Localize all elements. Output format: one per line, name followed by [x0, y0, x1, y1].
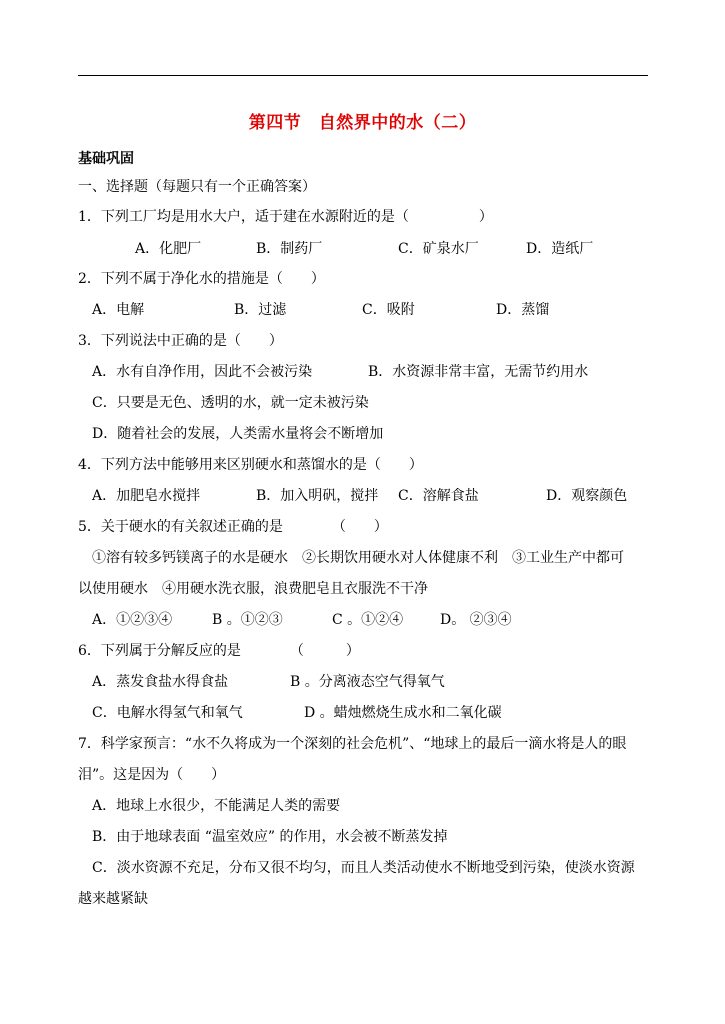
q7-option-c-line2: 越来越紧缺 — [78, 891, 148, 907]
question-3-stem: 3．下列说法中正确的是（ ） — [78, 333, 283, 349]
part-heading: 一、选择题（每题只有一个正确答案） — [78, 179, 316, 195]
q2-option-a: A．电解 — [92, 302, 145, 318]
q5-statements-line2: 以使用硬水 ④用硬水洗衣服，浪费肥皂且衣服洗不干净 — [78, 581, 428, 597]
q5-option-a: A．①②③④ — [92, 612, 173, 628]
q2-option-b: B．过滤 — [234, 302, 287, 318]
section-heading: 基础巩固 — [78, 151, 134, 167]
q5-option-c: C 。①②④ — [332, 612, 404, 628]
q7-option-c: C．淡水资源不充足，分布又很不均匀，而且人类活动使水不断地受到污染，使淡水资源 — [92, 860, 635, 876]
page-title: 第四节 自然界中的水（二） — [248, 113, 477, 133]
q4-option-d: D．观察颜色 — [546, 488, 628, 504]
q7-option-a: A．地球上水很少，不能满足人类的需要 — [92, 798, 341, 814]
q6-option-c: C．电解水得氢气和氧气 — [92, 705, 243, 721]
question-2-stem: 2．下列不属于净化水的措施是（ ） — [78, 271, 325, 287]
question-7-stem-line2: 泪”。这是因为（ ） — [78, 767, 226, 783]
q5-option-b: B 。①②③ — [212, 612, 283, 628]
q3-option-b: B．水资源非常丰富，无需节约用水 — [368, 364, 589, 380]
q2-option-c: C．吸附 — [362, 302, 415, 318]
question-6-stem: 6．下列属于分解反应的是 （ ） — [78, 643, 360, 659]
q6-option-a: A．蒸发食盐水得食盐 — [92, 674, 229, 690]
question-1-stem: 1．下列工厂均是用水大户，适于建在水源附近的是（ ） — [78, 209, 493, 225]
q1-option-a: A．化肥厂 — [135, 241, 202, 257]
q4-option-a: A．加肥皂水搅拌 — [92, 488, 201, 504]
question-5-stem: 5．关于硬水的有关叙述正确的是 （ ） — [78, 519, 388, 535]
q4-option-c: C．溶解食盐 — [398, 488, 479, 504]
q2-option-d: D．蒸馏 — [496, 302, 550, 318]
q3-option-c: C．只要是无色、透明的水，就一定未被污染 — [92, 395, 369, 411]
q3-option-a: A．水有自净作用，因此不会被污染 — [92, 364, 313, 380]
q1-option-b: B．制药厂 — [256, 241, 323, 257]
header-rule — [78, 75, 648, 76]
q7-option-b: B．由于地球表面 “温室效应” 的作用，水会被不断蒸发掉 — [92, 829, 448, 845]
q1-option-c: C．矿泉水厂 — [398, 241, 479, 257]
question-7-stem-line1: 7．科学家预言：“水不久将成为一个深刻的社会危机”、“地球上的最后一滴水将是人的眼 — [78, 736, 627, 752]
q5-statements-line1: ①溶有较多钙镁离子的水是硬水 ②长期饮用硬水对人体健康不利 ③工业生产中都可 — [92, 550, 624, 566]
q6-option-d: D 。蜡烛燃烧生成水和二氧化碳 — [304, 705, 502, 721]
q6-option-b: B 。分离液态空气得氧气 — [290, 674, 445, 690]
q3-option-d: D．随着社会的发展，人类需水量将会不断增加 — [92, 426, 384, 442]
q1-option-d: D．造纸厂 — [526, 241, 594, 257]
q5-option-d: D。 ②③④ — [440, 612, 512, 628]
q4-option-b: B．加入明矾，搅拌 — [256, 488, 379, 504]
question-4-stem: 4．下列方法中能够用来区别硬水和蒸馏水的是（ ） — [78, 457, 423, 473]
